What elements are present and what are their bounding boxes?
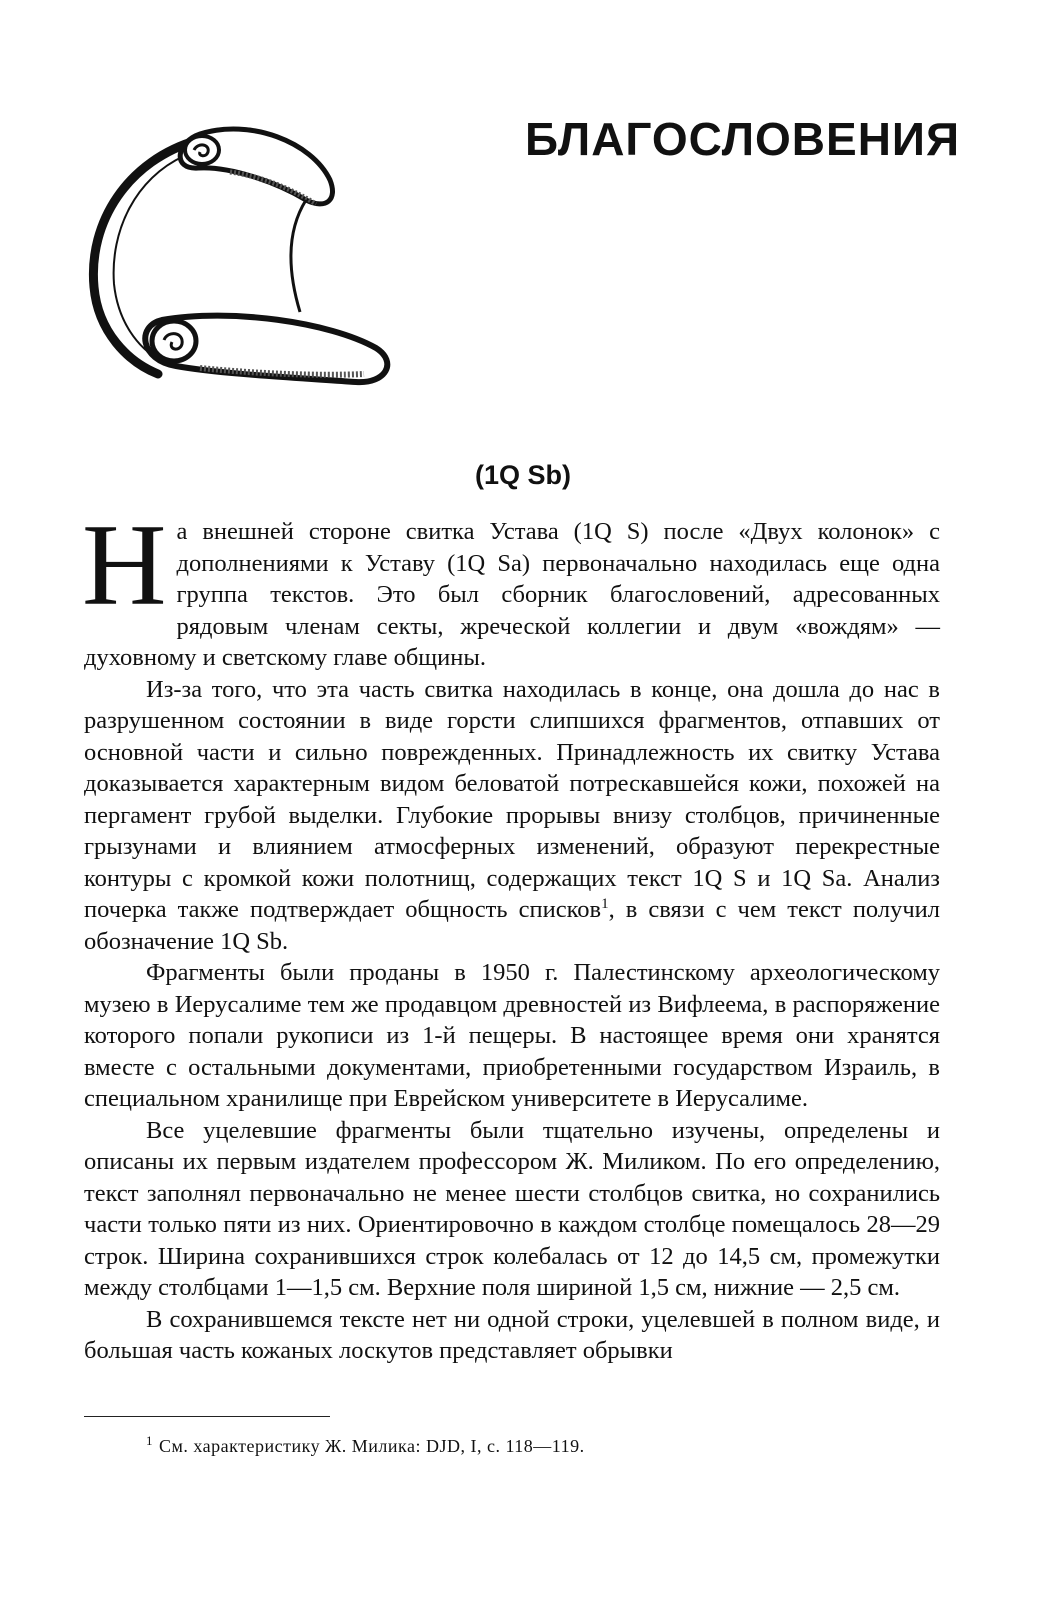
- paragraph: [84, 957, 940, 1115]
- paragraph-text: Фрагменты были проданы в 1950 г. Палестинскому археологическому музею в Иерусалиме тем же продавцом древностей из Вифлеема, в распоряжение которого попали рукописи из 1-й пещеры. В настоящее время они хранятся вместе с остальными документами, приобретенными государством Израиль, в специальном хранилище при Еврейском университете в Иерусалиме.: [84, 959, 940, 1112]
- body-text: [82, 501, 940, 1367]
- paragraph-text: а внешней стороне свитка Устава (1Q S) после «Двух колонок» с дополнениями к Уставу (1Q Sa) первоначально находилась еще одна группа текстов. Это был сборник благословений, адресованных рядовым членам секты, жреческой коллегии и двум «вождям» — духовному и светскому главе общины.: [84, 518, 940, 671]
- paragraph: [84, 674, 940, 958]
- footnote-number: 1: [146, 1433, 153, 1448]
- page-title: БЛАГОСЛОВЕНИЯ: [525, 113, 961, 165]
- paragraph-text: Все уцелевшие фрагменты были тщательно изучены, определены и описаны их первым издателем профессором Ж. Миликом. По его определению, текст заполнял первоначально не менее шести столбцов свитка, но сохранились части только пяти из них. Ориентировочно в каждом столбце помещалось 28—29 строк. Ширина сохранившихся строк колебалась от 12 до 14,5 см, промежутки между столбцами 1—1,5 см. Верхние поля шириной 1,5 см, нижние — 2,5 см.: [84, 1116, 940, 1301]
- footnote-divider: [84, 1416, 330, 1417]
- section-subtitle: (1Q Sb): [474, 460, 571, 490]
- paragraph: [84, 1115, 940, 1304]
- footnote-text: См. характеристику Ж. Милика: DJD, I, с. 118—119.: [159, 1436, 585, 1456]
- paragraph-text: В сохранившемся тексте нет ни одной строки, уцелевшей в полном виде, и большая часть кожаных лоскутов представляет обрывки: [84, 1305, 940, 1364]
- footnote-reference[interactable]: 1: [601, 895, 609, 912]
- scroll-icon: [80, 112, 400, 407]
- paragraph: [82, 501, 940, 674]
- paragraph: [84, 1304, 940, 1367]
- paragraph-text: Из-за того, что эта часть свитка находилась в конце, она дошла до нас в разрушенном состоянии в виде горсти слипшихся фрагментов, отпавших от основной части и сильно поврежденных. Принадлежность их свитку Устава доказывается характерным видом беловатой потрескавшейся кожи, похожей на пергамент грубой выделки. Глубокие прорывы внизу столбцов, причиненные грызунами и влиянием атмосферных изменений, образуют перекрестные контуры с кромкой кожи полотнищ, содержащих текст 1Q S и 1Q Sa. Анализ почерка также подтверждает общность списков: [84, 675, 940, 923]
- paragraph-text: , в связи с чем текст получил обозначение 1Q Sb.: [84, 896, 940, 955]
- footnote: [146, 1433, 946, 1457]
- drop-cap: Н: [82, 501, 167, 630]
